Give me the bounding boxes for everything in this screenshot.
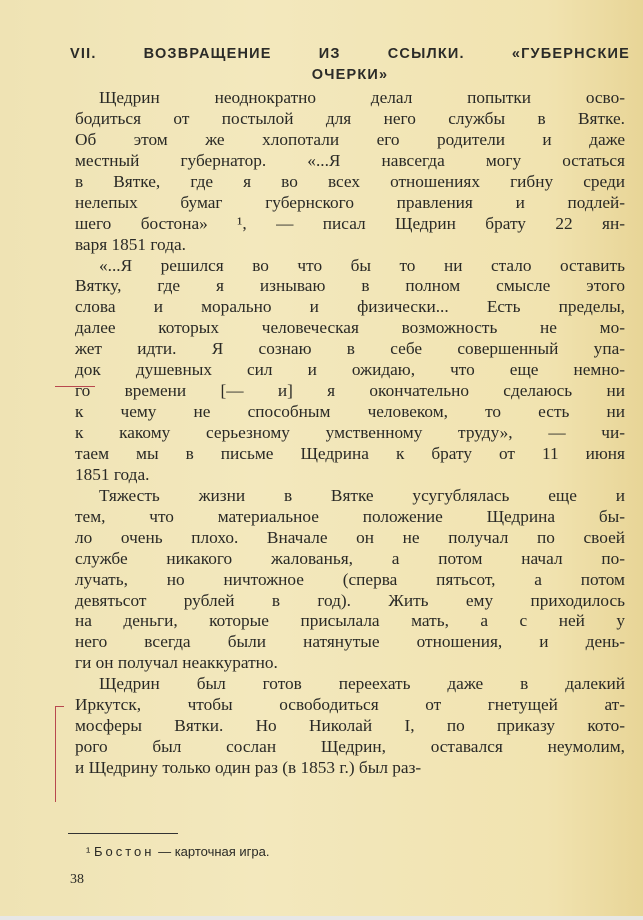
text-line: 1851 года. xyxy=(75,464,150,484)
text-line: службе никакого жалованья, а потом начал по- xyxy=(75,548,625,568)
footnote-term: Бостон xyxy=(93,844,155,859)
body-text xyxy=(75,88,625,779)
footnote-divider xyxy=(68,833,178,834)
scan-edge xyxy=(0,916,643,920)
footnote xyxy=(86,844,270,859)
text-line: жет идти. Я сознаю в себе совершенный упа- xyxy=(75,339,625,359)
pencil-bracket-mark xyxy=(55,706,64,802)
text-line: нелепых бумаг губернского правления и подлей- xyxy=(75,192,625,212)
text-line: девятьсот рублей в год). Жить ему приходилось xyxy=(75,590,625,610)
text-line: рого был сослан Щедрин, оставался неумолим, xyxy=(75,737,625,757)
text-line: него всегда были натянутые отношения, и день- xyxy=(75,632,625,652)
text-line: таем мы в письме Щедрина к брату от 11 июня xyxy=(75,443,625,463)
pencil-underline-mark xyxy=(55,386,95,387)
text-line: шего бостона» ¹, — писал Щедрин брату 22 ян- xyxy=(75,213,625,233)
text-line: Вятку, где я изнываю в полном смысле этого xyxy=(75,276,625,296)
text-line: на деньги, которые присылала мать, а с ней у xyxy=(75,611,625,631)
footnote-text: — карточная игра. xyxy=(158,844,270,859)
text-line: го времени [— и] я окончательно сделаюсь ни xyxy=(75,381,625,401)
chapter-title-line1: VII. ВОЗВРАЩЕНИЕ ИЗ ССЫЛКИ. «ГУБЕРНСКИЕ xyxy=(70,46,630,62)
text-line: Щедрин неоднократно делал попытки осво- xyxy=(99,88,625,107)
text-line: тем, что материальное положение Щедрина бы- xyxy=(75,506,625,526)
page-number: 38 xyxy=(70,872,84,887)
text-line: Иркутск, чтобы освободиться от гнетущей ат- xyxy=(75,695,625,715)
text-line: Об этом же хлопотали его родители и даже xyxy=(75,129,625,149)
text-line: к чему не способным человеком, то есть ни xyxy=(75,402,625,422)
text-line: далее которых человеческая возможность не мо- xyxy=(75,318,625,338)
text-line: ло очень плохо. Вначале он не получал по своей xyxy=(75,527,625,547)
text-line: лучать, но ничтожное (сперва пятьсот, а потом xyxy=(75,569,625,589)
text-line: к какому серьезному умственному труду», — чи- xyxy=(75,423,625,442)
text-line: док душевных сил и ожидаю, что еще немно- xyxy=(75,360,625,380)
text-line: Щедрин был готов переехать даже в далекий xyxy=(99,674,625,694)
footnote-marker: ¹ xyxy=(86,844,91,859)
text-line: Тяжесть жизни в Вятке усугублялась еще и xyxy=(99,485,625,505)
text-line: в Вятке, где я во всех отношениях гибну среди xyxy=(75,171,625,191)
chapter-title-line2: ОЧЕРКИ» xyxy=(311,67,389,83)
text-line: «...Я решился во что бы то ни стало оставить xyxy=(99,255,625,275)
text-line: местный губернатор. «...Я навсегда могу остаться xyxy=(75,150,625,170)
text-line: ги он получал неаккуратно. xyxy=(75,653,278,673)
text-line: слова и морально и физически... Есть пределы, xyxy=(75,297,625,317)
text-line: бодиться от постылой для него службы в Вятке. xyxy=(75,108,625,128)
text-line: мосферы Вятки. Но Николай I, по приказу кото- xyxy=(75,716,625,736)
text-line: и Щедрину только один раз (в 1853 г.) был раз- xyxy=(75,758,422,777)
text-line: варя 1851 года. xyxy=(75,234,186,254)
